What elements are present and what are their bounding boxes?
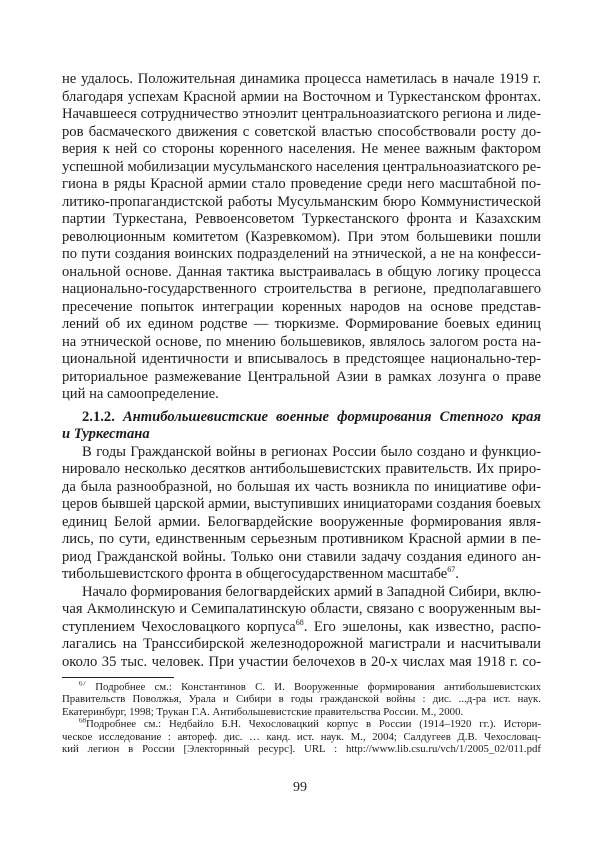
text-line: литико-пропагандистской работы Мусульманским бюро Коммунистической [62, 193, 541, 210]
text-line: по пути создания воинских подразделений на этнической, а не на конфесси- [62, 246, 541, 262]
text-line: церов бывшей царской армии, выступивших инициаторами создания боевых [62, 496, 541, 512]
text-line: успешной мобилизации мусульманского населения центральноазиатского ре- [62, 158, 541, 175]
text-line: гиона в ряды Красной армии стало проведение среди него масштабной по- [62, 176, 541, 192]
text-line: ров басмаческого движения с советской властью способствовали росту до- [62, 123, 541, 140]
text-line: национально-государственного строительства в регионе, предполагавшего [62, 281, 541, 297]
text-line: ций на самоопределение. [62, 386, 219, 402]
text-line: единиц Белой армии. Белогвардейские вооруженные формирования явля- [62, 513, 541, 530]
text-span: Подробнее см.: Константинов С. И. Вооруженные формирования антибольшевистских [86, 681, 541, 693]
footnote-number: 67 [79, 681, 86, 688]
text-line: кий легион в России [Электорнный ресурс]. URL : http://www.lib.csu.ru/vch/1/2005_02/011.pdf [62, 742, 541, 755]
text-line: Начавшееся сотрудничество этноэлит центральноазиатского региона и лиде- [62, 106, 541, 122]
text-span: тибольшевистского фронта в общегосударственном масштабе [62, 566, 448, 582]
footnote-ref[interactable]: 68 [295, 618, 304, 627]
heading-line [62, 409, 541, 427]
text-line: Правительств Поволжья, Урала и Сибири в годы гражданской войны : дис. ...д-ра ист. наук. [62, 693, 541, 706]
page-number: 99 [293, 780, 307, 795]
paragraph [62, 584, 541, 672]
text-line: лений об их едином родстве — тюркизме. Формирование боевых единиц [62, 316, 541, 332]
text-line: на этнической основе, по мнению большевиков, являлось залогом роста на- [62, 333, 541, 350]
text-line: тибольшевистского фронта в общегосударственном масштабе$^{67}$. [62, 566, 459, 582]
text-line: Екатеринбург, 1998; Трукан Г.А. Антибольшевистские правительства России. М., 2000. [62, 705, 464, 718]
text-line: пресечение попыток интеграции коренных народов на основе представ- [62, 298, 541, 315]
text-line: ческое исследование : автореф. дис. … канд. ист. наук. М., 2004; Салдугеев Д.В. Чехословац- [62, 730, 541, 743]
footnote-number: 68 [79, 718, 86, 725]
footnote-67 [62, 681, 541, 693]
text-line: не удалось. Положительная динамика процесса наметилась в начале 1919 г. [62, 71, 541, 87]
text-line: Начало формирования белогвардейских армий в Западной Сибири, вклю- [82, 583, 541, 600]
section-number: 2.1.2. [82, 408, 115, 425]
text-line: около 35 тыс. человек. При участии белочехов в 20-х числах мая 1918 г. со- [62, 653, 541, 670]
text-line: циональной идентичности и вписывалось в предстоящее национально-тер- [62, 351, 541, 367]
text-line: партии Туркестана, Реввоенсоветом Туркестанского фронта и Казахским [62, 211, 541, 227]
text-span: . Его эшелоны, как известно, распо- [303, 618, 541, 635]
text-line: ональной основе. Данная тактика выстраивалась в общую логику процесса [62, 263, 541, 280]
footnote-ref[interactable]: 67 [447, 566, 456, 575]
text-line: нировало несколько десятков антибольшевистских правительств. Их приро- [62, 461, 541, 477]
section-heading [62, 409, 541, 444]
paragraph [62, 444, 541, 584]
text-line [62, 619, 541, 637]
section-title: Антибольшевистские военные формирования Степного края [122, 408, 541, 425]
text-line: революционным комитетом (Казревкомом). При этом большевики пошли [62, 228, 541, 245]
page-text [62, 71, 541, 755]
heading-line [62, 426, 541, 444]
text-line: В годы Гражданской войны в регионах России было создано и функцио- [82, 443, 541, 460]
text-span: ступлением Чехословацкого корпуса [62, 618, 296, 635]
footnote-68 [62, 718, 541, 730]
text-line: верия к ней со стороны коренного населения. Не менее важным фактором [62, 141, 541, 157]
text-line: лись, по сути, единственным серьезным противником Красной армии в пе- [62, 531, 541, 547]
text-line: благодаря успехам Красной армии на Восточном и Туркестанском фронтах. [62, 88, 541, 105]
paragraph-continued [62, 71, 541, 404]
text-line: лагались на Транссибирской железнодорожной магистрали и насчитывали [62, 636, 541, 652]
text-line: риод Гражданской войны. Только они ставили задачу создания единого ан- [62, 548, 541, 565]
footnotes [62, 681, 541, 755]
text-span: Подробнее см.: Недбайло Б.Н. Чехословацкий корпус в России (1914–1920 гг.). Истори- [86, 718, 541, 731]
footnote-divider [62, 677, 174, 678]
section-title-cont: и Туркестана [62, 426, 150, 442]
text-line: риториальное размежевание Центральной Азии в рамках лозунга о праве [62, 368, 541, 385]
text-line: да была разнообразной, но большая их часть возникла по инициативе офи- [62, 478, 541, 495]
text-line: чая Акмолинскую и Семипалатинскую области, связано с вооруженным вы- [62, 601, 541, 617]
